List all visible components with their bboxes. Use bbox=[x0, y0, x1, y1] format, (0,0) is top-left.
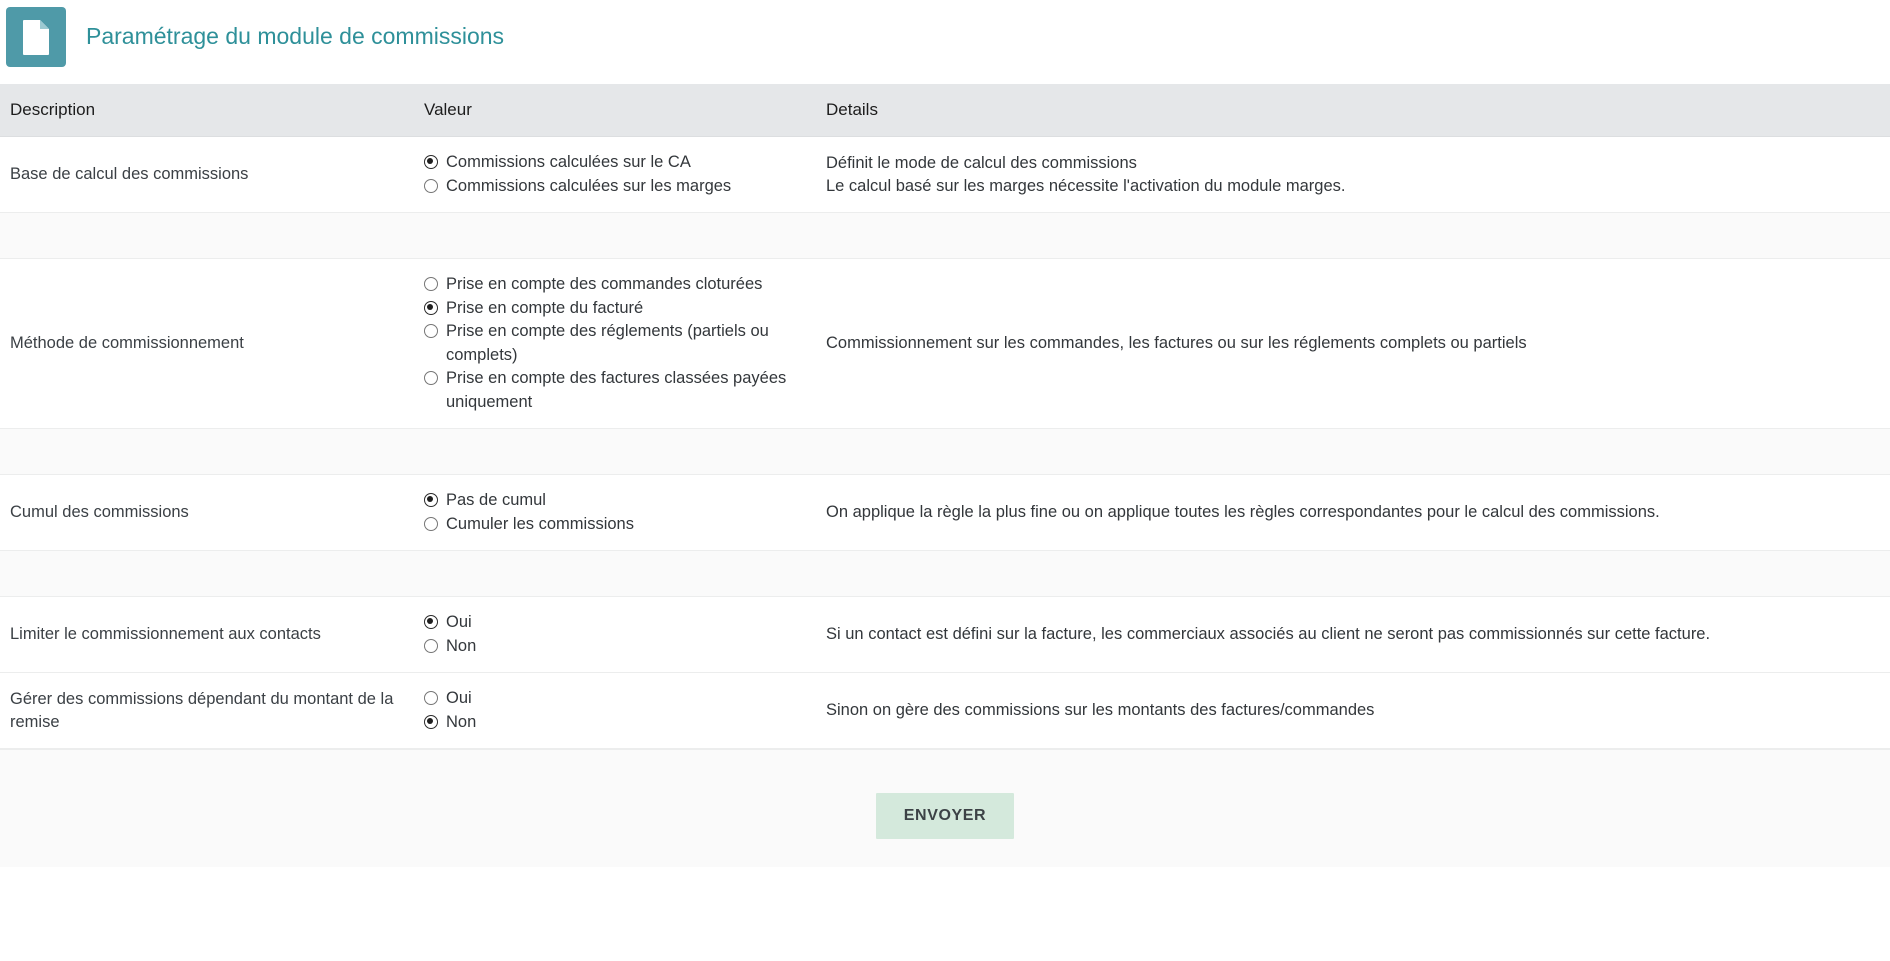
radio-indicator-icon[interactable] bbox=[424, 493, 438, 507]
radio-label: Commissions calculées sur les marges bbox=[446, 176, 732, 195]
table-row bbox=[0, 673, 1890, 749]
radio-indicator-icon[interactable] bbox=[424, 639, 438, 653]
row-value bbox=[412, 259, 814, 429]
radio-label: Prise en compte des réglements (partiels ou complets) bbox=[446, 322, 769, 364]
radio-option[interactable] bbox=[424, 320, 802, 367]
radio-option[interactable] bbox=[424, 175, 802, 199]
table-header bbox=[0, 84, 1890, 137]
row-details bbox=[814, 137, 1890, 213]
radio-indicator-icon[interactable] bbox=[424, 371, 438, 385]
radio-option[interactable] bbox=[424, 273, 802, 297]
row-details bbox=[814, 597, 1890, 673]
row-details bbox=[814, 673, 1890, 749]
row-value bbox=[412, 673, 814, 749]
row-description: Gérer des commissions dépendant du montant de la remise bbox=[0, 673, 412, 749]
table-body bbox=[0, 137, 1890, 749]
radio-label: Prise en compte du facturé bbox=[446, 298, 644, 317]
row-separator bbox=[0, 429, 1890, 475]
radio-label: Oui bbox=[446, 689, 472, 707]
column-header-details: Details bbox=[814, 84, 1890, 137]
column-header-value: Valeur bbox=[412, 84, 814, 137]
row-separator bbox=[0, 213, 1890, 259]
table-row bbox=[0, 137, 1890, 213]
detail-text: Si un contact est défini sur la facture, les commerciaux associés au client ne seront pas commissionnés sur cette facture. bbox=[826, 625, 1711, 643]
row-details bbox=[814, 259, 1890, 429]
header-row bbox=[0, 84, 1890, 137]
radio-indicator-icon[interactable] bbox=[424, 691, 438, 705]
detail-text: Commissionnement sur les commandes, les factures ou sur les réglements complets ou partiels bbox=[826, 334, 1527, 352]
submit-button[interactable]: ENVOYER bbox=[876, 793, 1014, 839]
row-details bbox=[814, 475, 1890, 551]
radio-indicator-icon[interactable] bbox=[424, 615, 438, 629]
row-separator bbox=[0, 551, 1890, 597]
radio-indicator-icon[interactable] bbox=[424, 517, 438, 531]
row-value bbox=[412, 475, 814, 551]
table-row bbox=[0, 475, 1890, 551]
radio-option[interactable] bbox=[424, 711, 802, 735]
radio-option[interactable] bbox=[424, 635, 802, 659]
row-description: Cumul des commissions bbox=[0, 475, 412, 551]
radio-option[interactable] bbox=[424, 367, 802, 414]
radio-option[interactable] bbox=[424, 151, 802, 175]
radio-indicator-icon[interactable] bbox=[424, 277, 438, 291]
radio-indicator-icon[interactable] bbox=[424, 715, 438, 729]
detail-text: Définit le mode de calcul des commissions bbox=[826, 153, 1137, 172]
row-description: Méthode de commissionnement bbox=[0, 259, 412, 429]
radio-indicator-icon[interactable] bbox=[424, 324, 438, 338]
column-header-description: Description bbox=[0, 84, 412, 137]
radio-label: Pas de cumul bbox=[446, 491, 546, 509]
document-page-icon bbox=[6, 7, 66, 67]
form-footer bbox=[0, 749, 1890, 867]
radio-label: Non bbox=[446, 636, 477, 655]
radio-label: Commissions calculées sur le CA bbox=[446, 153, 691, 171]
page-header bbox=[0, 0, 1890, 84]
table-row bbox=[0, 597, 1890, 673]
radio-option[interactable] bbox=[424, 297, 802, 321]
radio-label: Oui bbox=[446, 613, 472, 631]
row-description: Base de calcul des commissions bbox=[0, 137, 412, 213]
row-description: Limiter le commissionnement aux contacts bbox=[0, 597, 412, 673]
radio-indicator-icon[interactable] bbox=[424, 179, 438, 193]
commission-settings-table bbox=[0, 84, 1890, 749]
radio-label: Prise en compte des factures classées payées uniquement bbox=[446, 369, 787, 411]
radio-indicator-icon[interactable] bbox=[424, 301, 438, 315]
row-value bbox=[412, 597, 814, 673]
row-value bbox=[412, 137, 814, 213]
radio-label: Cumuler les commissions bbox=[446, 514, 634, 533]
detail-text: On applique la règle la plus fine ou on applique toutes les règles correspondantes pour le calcul des commissions. bbox=[826, 503, 1660, 521]
radio-option[interactable] bbox=[424, 687, 802, 711]
detail-text: Sinon on gère des commissions sur les montants des factures/commandes bbox=[826, 701, 1375, 719]
page-title: Paramétrage du module de commissions bbox=[86, 23, 505, 49]
radio-option[interactable] bbox=[424, 611, 802, 635]
radio-indicator-icon[interactable] bbox=[424, 155, 438, 169]
table-row bbox=[0, 259, 1890, 429]
radio-option[interactable] bbox=[424, 513, 802, 537]
radio-label: Prise en compte des commandes cloturées bbox=[446, 275, 763, 293]
radio-option[interactable] bbox=[424, 489, 802, 513]
radio-label: Non bbox=[446, 712, 477, 731]
detail-text: Le calcul basé sur les marges nécessite l'activation du module marges. bbox=[826, 176, 1346, 195]
